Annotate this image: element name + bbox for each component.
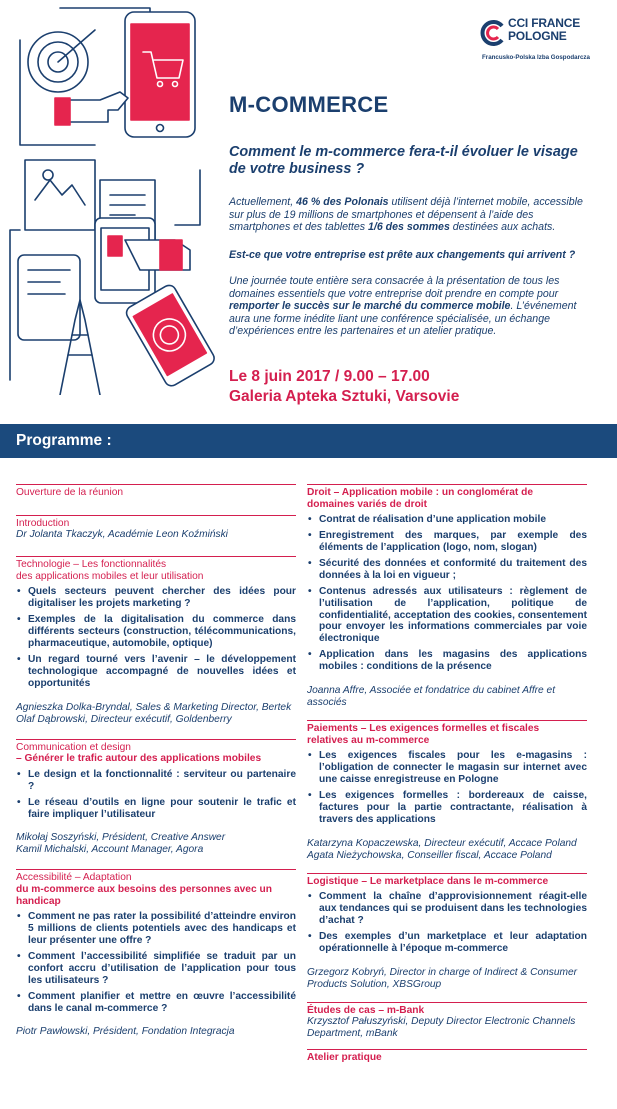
session-heading: Logistique – Le marketplace dans le m-commerce: [307, 873, 587, 888]
session-topics: [307, 514, 587, 673]
hero-illustration: [0, 0, 225, 395]
session-heading: Ouverture de la réunion: [16, 484, 296, 499]
list-item: • Contrat de réalisation d’une application mobile: [307, 514, 587, 526]
session-case-studies: [307, 1002, 587, 1041]
session-heading: Droit – Application mobile : un conglomérat de domaines variés de droit: [307, 484, 587, 510]
speaker: Katarzyna Kopaczewska, Directeur exécutif, Accace Poland: [307, 837, 577, 849]
session-topics: [307, 891, 587, 955]
session-law: [307, 484, 587, 709]
intro-question: Est-ce que votre entreprise est prête aux changements qui arrivent ?: [229, 249, 576, 261]
list-item: • Quels secteurs peuvent chercher des idées pour digitaliser les projets marketing ?: [16, 586, 296, 610]
programme-band: [0, 424, 617, 458]
speaker: Grzegorz Kobryń, Director in charge of Indirect & Consumer Products Solution, XBSGroup: [307, 966, 578, 990]
session-heading: Communication et design – Générer le trafic autour des applications mobiles: [16, 739, 296, 765]
session-topics: [307, 750, 587, 825]
speaker: Agata Nieżychowska, Conseiller fiscal, Accace Poland: [307, 849, 552, 861]
list-item: • Des exemples d’un marketplace et leur adaptation opérationnelle à l’époque m-commerce: [307, 931, 587, 955]
session-heading: Études de cas – m-Bank: [307, 1002, 587, 1017]
logo-name-line2: POLOGNE: [508, 29, 567, 43]
event-description: Une journée toute entière sera consacrée à la présentation de tous les domaines essentiels que votre entreprise doit prendre en compte pour remporter le succès sur le marché du commerce mobile. L’événement aura une forme inédite liant une conférence spécialisée, un échange d’expériences entre les partenaires et un atelier pratique.: [229, 275, 577, 338]
list-item: • Exemples de la digitalisation du commerce dans différents secteurs (construction, télécommunications, pharmaceutique, automobile, optique): [16, 614, 296, 650]
page-title: M-COMMERCE: [229, 92, 389, 117]
session-heading: Paiements – Les exigences formelles et fiscales relatives au m-commerce: [307, 720, 587, 746]
event-venue: Galeria Apteka Sztuki, Varsovie: [229, 388, 460, 405]
session-heading: Introduction: [16, 515, 296, 530]
session-accessibility: [16, 869, 296, 1038]
speaker: Mikołaj Soszyński, Président, Creative Answer: [16, 832, 226, 844]
list-item: • Enregistrement des marques, par exemple des éléments de l’application (logo, nom, slogan): [307, 530, 587, 554]
intro-paragraph: Actuellement, 46 % des Polonais utilisent déjà l’internet mobile, accessible sur plus de 19 millions de smartphones et dépensent à l’aide des smartphones et des tablettes 1/6 des sommes destinées aux achats.: [229, 196, 583, 234]
session-workshop: [307, 1049, 587, 1064]
session-topics: [16, 586, 296, 689]
speaker: Olaf Dąbrowski, Directeur exécutif, Goldenberry: [16, 713, 232, 725]
list-item: • Sécurité des données et conformité du traitement des données à la loi en vigueur ;: [307, 558, 587, 582]
list-item: • Contenus adressés aux utilisateurs : règlement de l’utilisation de l’application, politique de confidentialité, acceptation des cookies, consentement pour envoyer les informations commerciales par voie électronique: [307, 586, 587, 646]
session-payments: [307, 720, 587, 862]
speaker: Dr Jolanta Tkaczyk, Académie Leon Koźmiński: [16, 529, 228, 541]
session-topics: [16, 911, 296, 1014]
list-item: • Comment planifier et mettre en œuvre l’accessibilité dans le canal m-commerce ?: [16, 991, 296, 1015]
list-item: • Application dans les magasins des applications mobiles : conditions de la présence: [307, 649, 587, 673]
programme-right-column: [307, 484, 587, 1064]
session-introduction: [16, 515, 296, 542]
programme-left-column: [16, 484, 296, 1038]
list-item: • Les exigences formelles : bordereaux de caisse, factures pour la partie contractante, réalisation à travers des applications: [307, 790, 587, 826]
logo-subtitle: Francusko-Polska Izba Gospodarcza: [482, 54, 590, 61]
session-technology: [16, 556, 296, 725]
session-heading: Technologie – Les fonctionnalités des applications mobiles et leur utilisation: [16, 556, 296, 582]
logo-name-line1: CCI FRANCE: [508, 16, 580, 30]
speaker: Krzysztof Pałuszyński, Deputy Director Electronic Channels Department, mBank: [307, 1016, 576, 1040]
list-item: • Comment l’accessibilité simplifiée se traduit par un confort accru d’utilisation de l’application pour tous les utilisateurs ?: [16, 951, 296, 987]
event-date: Le 8 juin 2017 / 9.00 – 17.00: [229, 368, 430, 385]
session-communication: [16, 739, 296, 857]
list-item: • Le design et la fonctionnalité : serviteur ou partenaire ?: [16, 769, 296, 793]
list-item: • Le réseau d’outils en ligne pour soutenir le trafic et faire impliquer l’utilisateur: [16, 797, 296, 821]
list-item: • Comment la chaîne d’approvisionnement réagit-elle aux tendances qui se produisent dans les technologies d’achat ?: [307, 891, 587, 927]
cci-logo: [478, 16, 610, 66]
programme-label: Programme :: [16, 432, 112, 449]
speaker: Kamil Michalski, Account Manager, Agora: [16, 844, 204, 856]
list-item: • Un regard tourné vers l’avenir – le développement technologique accompagné de nouvelles idées et opportunités: [16, 654, 296, 690]
page-subtitle: Comment le m-commerce fera-t-il évoluer le visage de votre business ?: [229, 144, 578, 177]
speaker: Agnieszka Dolka-Bryndal, Sales & Marketing Director, Bertek: [16, 701, 292, 713]
session-opening: [16, 484, 296, 499]
list-item: • Les exigences fiscales pour les e-magasins : l’obligation de connecter le magasin sur internet avec une caisse enregistreuse en Pologne: [307, 750, 587, 786]
session-heading: Atelier pratique: [307, 1049, 587, 1064]
session-logistics: [307, 873, 587, 991]
logo-name: [508, 17, 580, 43]
cci-logo-mark: [478, 18, 508, 48]
speaker: Piotr Pawłowski, Président, Fondation Integracja: [16, 1026, 235, 1038]
session-topics: [16, 769, 296, 821]
list-item: • Comment ne pas rater la possibilité d’atteindre environ 5 millions de clients potentiels avec des handicaps et leur présenter une offre ?: [16, 911, 296, 947]
speaker: Joanna Affre, Associée et fondatrice du cabinet Affre et associés: [307, 685, 556, 709]
session-heading: Accessibilité – Adaptation du m-commerce aux besoins des personnes avec un handicap: [16, 869, 296, 907]
